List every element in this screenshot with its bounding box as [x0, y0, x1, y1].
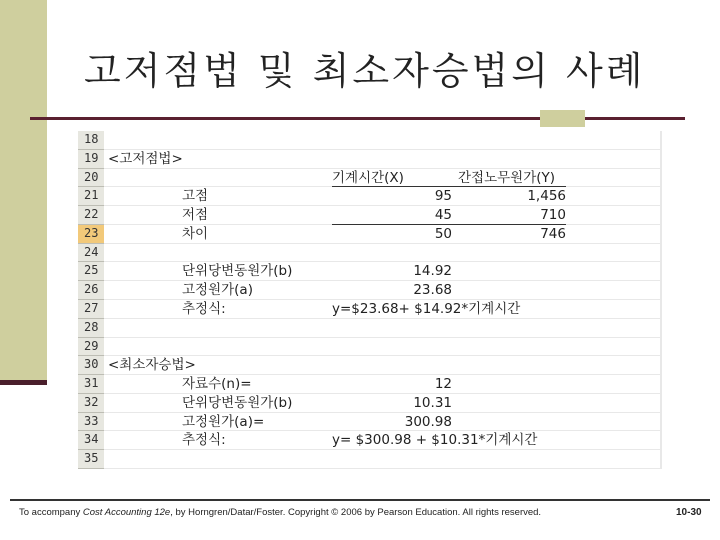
cell-b[interactable]: 단위당변동원가(b) [182, 263, 293, 280]
cell-d[interactable]: 710 [540, 207, 566, 224]
spreadsheet-edge [660, 131, 662, 469]
row-header[interactable]: 23 [78, 225, 104, 244]
cell-c[interactable]: 45 [434, 207, 452, 224]
cell-a[interactable]: <최소자승법> [108, 357, 196, 374]
cell-d[interactable]: 746 [540, 225, 566, 242]
table-row [78, 431, 660, 450]
gridline [104, 468, 660, 469]
spreadsheet [78, 131, 660, 469]
cell-b[interactable]: 고정원가(a)= [182, 413, 265, 430]
cell-b[interactable]: 단위당변동원가(b) [182, 394, 293, 411]
table-row [78, 375, 660, 394]
cell-c[interactable]: 300.98 [404, 413, 452, 430]
footer-divider [10, 499, 710, 501]
table-row [78, 356, 660, 375]
table-row [78, 187, 660, 206]
cell-c[interactable]: y= $300.98 + $10.31*기계시간 [332, 432, 538, 449]
cell-c[interactable]: 기계시간(X) [332, 169, 404, 186]
table-row [78, 319, 660, 338]
row-header[interactable]: 35 [78, 450, 104, 469]
row-header[interactable]: 31 [78, 375, 104, 394]
row-header[interactable]: 33 [78, 413, 104, 432]
cell-c[interactable]: 95 [434, 188, 452, 205]
cell-b[interactable]: 고점 [182, 188, 209, 205]
cell-c[interactable]: 12 [434, 376, 452, 393]
row-header[interactable]: 22 [78, 206, 104, 225]
cell-b[interactable]: 추정식: [182, 432, 226, 449]
row-header[interactable]: 25 [78, 262, 104, 281]
cell-c[interactable]: 23.68 [413, 282, 452, 299]
cell-b[interactable]: 자료수(n)= [182, 376, 252, 393]
row-header[interactable]: 34 [78, 431, 104, 450]
slide-title: 고저점법 및 최소자승법의 사례 [84, 49, 646, 93]
table-row [78, 413, 660, 432]
table-row [78, 244, 660, 263]
table-row [78, 206, 660, 225]
table-row [78, 169, 660, 188]
cell-c[interactable]: 50 [434, 225, 452, 242]
row-header[interactable]: 32 [78, 394, 104, 413]
cell-c[interactable]: 14.92 [413, 263, 452, 280]
footer-prefix: To accompany [19, 507, 83, 518]
cell-b[interactable]: 저점 [182, 207, 209, 224]
decorative-side-bar-accent [0, 380, 47, 385]
row-header[interactable]: 21 [78, 187, 104, 206]
cell-b[interactable]: 고정원가(a) [182, 282, 253, 299]
cell-c[interactable]: 10.31 [413, 394, 452, 411]
table-row [78, 394, 660, 413]
table-row [78, 300, 660, 319]
row-header[interactable]: 18 [78, 131, 104, 150]
row-header[interactable]: 30 [78, 356, 104, 375]
table-row [78, 225, 660, 244]
row-header[interactable]: 29 [78, 338, 104, 357]
cell-a[interactable]: <고저점법> [108, 150, 183, 167]
row-header[interactable]: 26 [78, 281, 104, 300]
table-row [78, 131, 660, 150]
table-row [78, 150, 660, 169]
row-header[interactable]: 28 [78, 319, 104, 338]
row-header[interactable]: 20 [78, 169, 104, 188]
table-row [78, 262, 660, 281]
copyright-footer [19, 507, 541, 518]
cell-b[interactable]: 추정식: [182, 301, 226, 317]
table-row [78, 338, 660, 357]
cell-d[interactable]: 1,456 [527, 188, 566, 205]
table-row [78, 450, 660, 469]
cell-c[interactable]: y=$23.68+ $14.92*기계시간 [332, 301, 521, 317]
decorative-side-bar [0, 0, 47, 383]
row-header[interactable]: 27 [78, 300, 104, 319]
row-header[interactable]: 24 [78, 244, 104, 263]
cell-d[interactable]: 간접노무원가(Y) [458, 169, 556, 186]
cell-b[interactable]: 차이 [182, 225, 209, 242]
slide-number: 10-30 [676, 507, 702, 518]
row-header[interactable]: 19 [78, 150, 104, 169]
footer-book-title: Cost Accounting 12e [82, 507, 171, 518]
title-divider [30, 117, 685, 120]
table-row [78, 281, 660, 300]
footer-suffix: , by Horngren/Datar/Foster. Copyright © 2006 by Pearson Education. All rights reserved. [170, 507, 542, 518]
title-divider-accent [540, 110, 585, 127]
